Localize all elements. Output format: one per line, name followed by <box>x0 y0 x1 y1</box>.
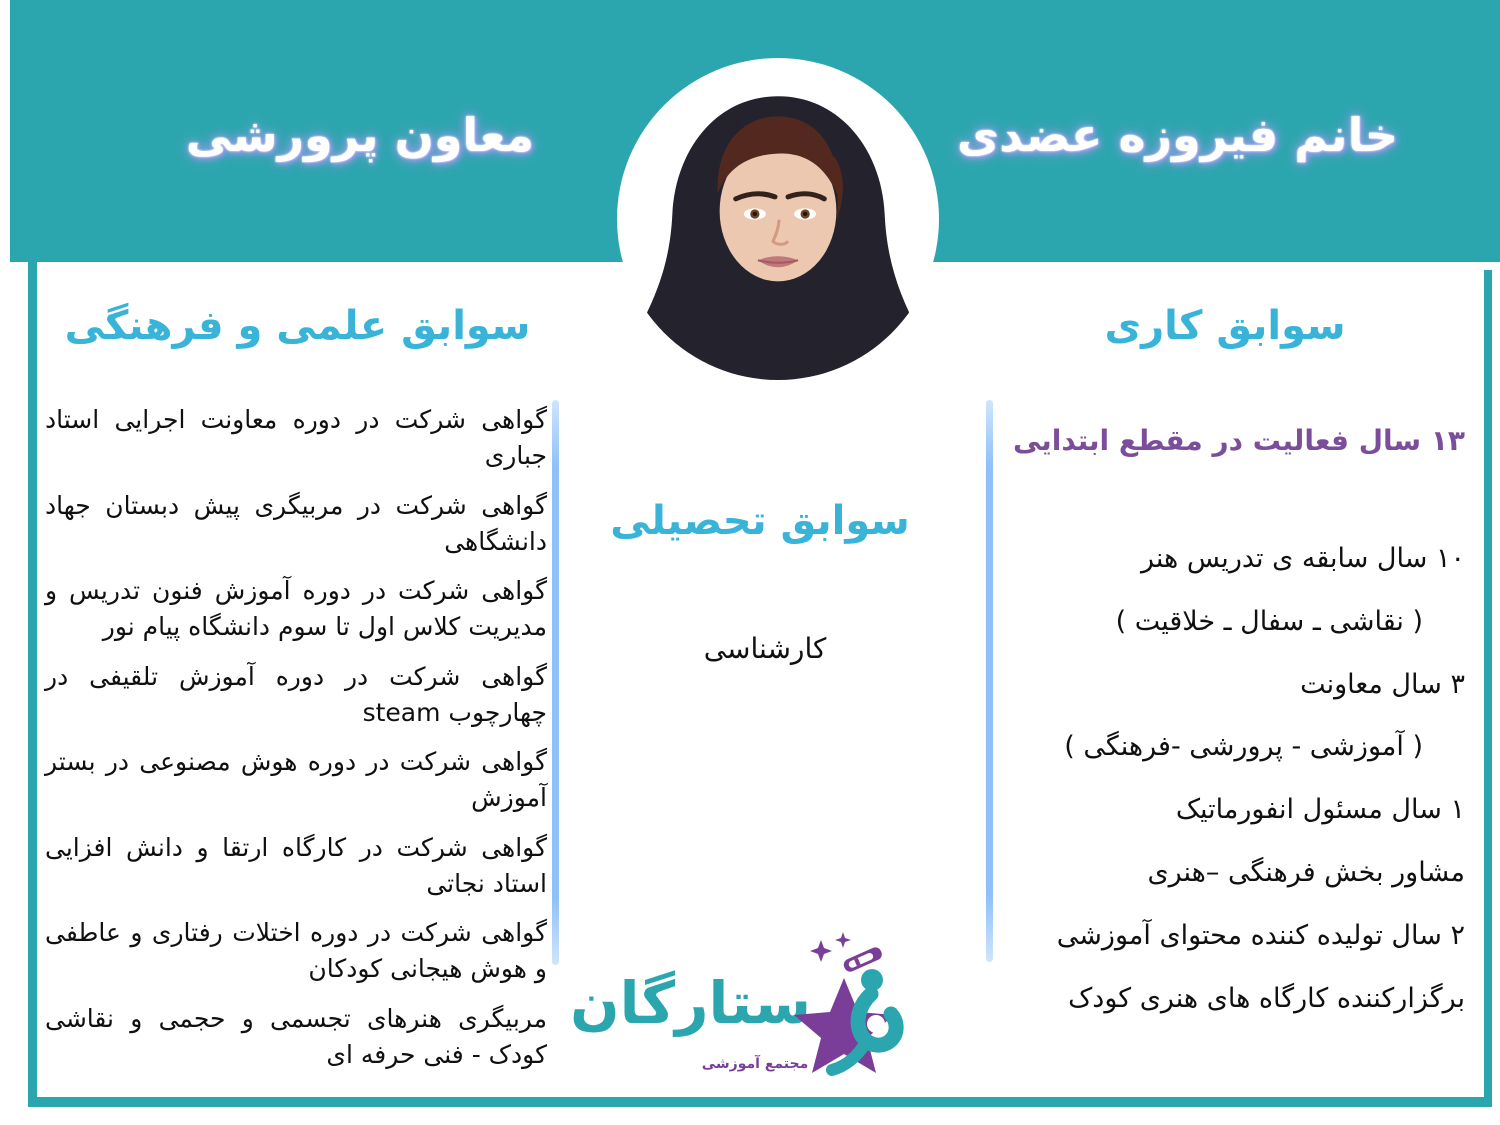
portrait-illustration <box>617 58 939 380</box>
left-border-rule <box>28 262 37 1107</box>
right-border-rule <box>1484 270 1492 1107</box>
portrait-photo <box>617 58 939 380</box>
list-item: ۳ سال معاونت <box>1300 668 1465 700</box>
work-list <box>1005 540 1465 1042</box>
section-heading-work: سوابق کاری <box>1104 303 1346 349</box>
list-item: گواهی شرکت در مربیگری پیش دبستان جهاد دانشگاهی <box>45 490 547 556</box>
person-name: خانم فیروزه عضدی <box>956 108 1399 162</box>
section-heading-cultural: سوابق علمی و فرهنگی <box>64 303 531 349</box>
list-item: گواهی شرکت در دوره هوش مصنوعی در بستر آموزش <box>45 747 547 813</box>
list-item: ۱۰ سال سابقه ی تدریس هنر <box>1141 543 1465 574</box>
list-item: ۱ سال مسئول انفورماتیک <box>1175 794 1465 826</box>
list-item: گواهی شرکت در دوره آموزش فنون تدریس و مدیریت کلاس اول تا سوم دانشگاه پیام نور <box>45 576 547 642</box>
list-item: گواهی شرکت در دوره آموزش تلقیفی در چهارچوب steam <box>45 661 547 727</box>
list-item: ۲ سال تولیده کننده محتوای آموزشی <box>1056 919 1465 951</box>
list-item: ( نقاشی ـ سفال ـ خلاقیت ) <box>1115 605 1423 637</box>
bottom-border-rule <box>28 1097 1492 1107</box>
degree-value: کارشناسی <box>703 632 827 665</box>
list-item: ( آموزشی - پرورشی -فرهنگی ) <box>1064 731 1423 763</box>
list-item: مربیگری هنرهای تجسمی و حجمی و نقاشی کودک - فنی حرفه ای <box>45 1003 547 1069</box>
left-column-divider <box>552 400 559 965</box>
section-heading-education: سوابق تحصیلی <box>610 498 910 544</box>
list-item: گواهی شرکت در کارگاه ارتقا و دانش افزایی استاد نجاتی <box>45 832 547 898</box>
star-logo-icon <box>788 930 913 1098</box>
list-item: گواهی شرکت در دوره اختلات رفتاری و عاطفی و هوش هیجانی کودکان <box>45 918 547 984</box>
list-item: برگزارکننده کارگاه های هنری کودک <box>1068 982 1465 1014</box>
logo-wordmark: ستارگان <box>570 969 811 1037</box>
work-highlight: ۱۳ سال فعالیت در مقطع ابتدایی <box>1012 424 1465 457</box>
list-item: گواهی شرکت در دوره معاونت اجرایی استاد جباری <box>45 405 547 471</box>
person-role: معاون پرورشی <box>185 108 535 162</box>
list-item: مشاور بخش فرهنگی –هنری <box>1147 856 1465 888</box>
right-column-divider <box>986 400 993 962</box>
logo-subtitle: مجتمع آموزشی <box>701 1056 809 1072</box>
certificates-list <box>45 402 547 1086</box>
